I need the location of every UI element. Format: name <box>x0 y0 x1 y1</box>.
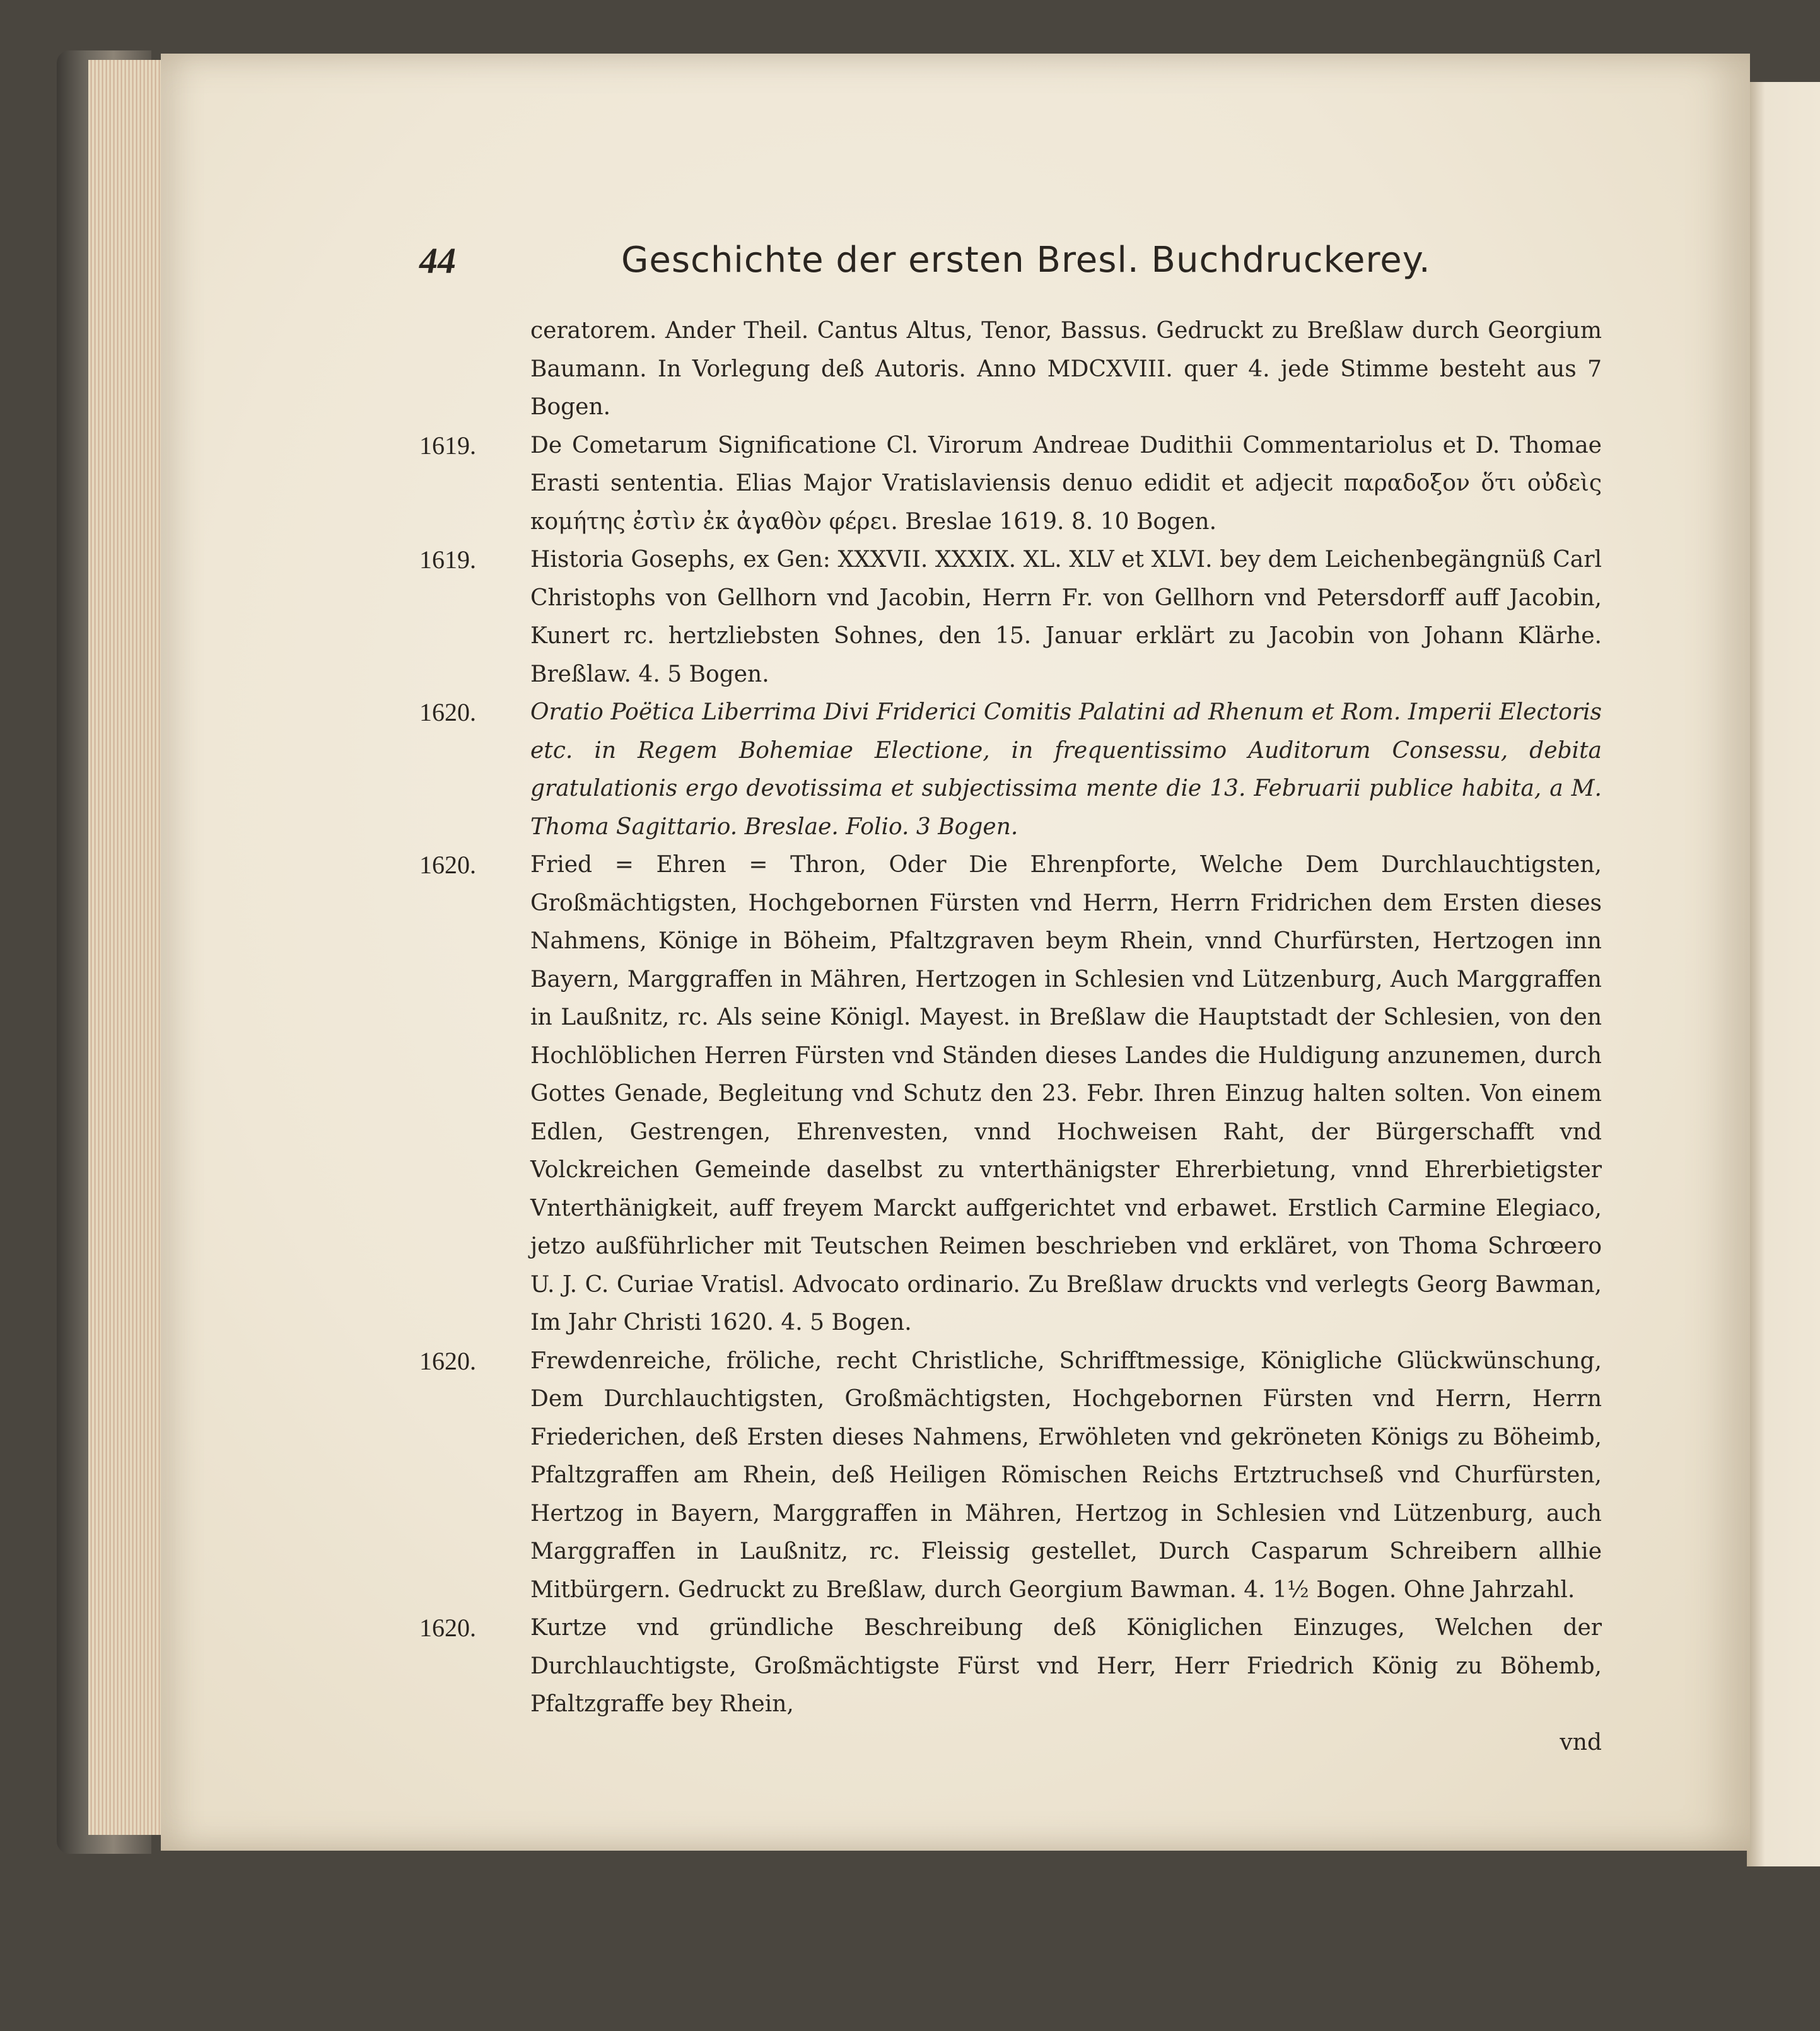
bibliography-entry <box>419 427 1602 542</box>
facing-page-edge <box>1747 82 1820 1866</box>
page-edges <box>88 60 170 1835</box>
entry-text: Frewdenreiche, fröliche, recht Christliche, Schrifftmessige, Königliche Glückwünschung, Dem Durchlauchtigsten, Großmächtigsten, Hochgebornen Fürsten vnd Herrn, Herrn Friederichen, deß Ersten dieses Nahmens, Erwöhleten vnd gekröneten Königs zu Böheimb, Pfaltzgraffen am Rhein, deß Heiligen Römischen Reichs Ertztruchseß vnd Churfürsten, Hertzog in Bayern, Marggraffen in Mähren, Hertzog in Schlesien vnd Lützenburg, auch Marggraffen in Laußnitz, rc. Fleissig gestellet, Durch Casparum Schreibern allhie Mitbürgern. Gedruckt zu Breßlaw, durch Georgium Bawman. 4. 1½ Bogen. Ohne Jahrzahl. <box>530 1347 1602 1603</box>
entry-year: 1619. <box>419 431 476 460</box>
bibliography-list <box>419 312 1602 1762</box>
entry-year: 1619. <box>419 545 476 574</box>
bibliography-entry <box>419 1609 1602 1724</box>
entry-text: Oratio Poëtica Liberrima Divi Friderici Comitis Palatini ad Rhenum et Rom. Imperii Electoris etc. in Regem Bohemiae Electione, in frequentissimo Auditorum Consessu, debita gratulationis ergo devotissima et subjectissima mente die 13. Februarii publice habita, a M. Thoma Sagittario. Breslae. Folio. 3 Bogen. <box>530 699 1602 840</box>
page-header <box>419 240 1491 303</box>
entry-text: Fried = Ehren = Thron, Oder Die Ehrenpforte, Welche Dem Durchlauchtigsten, Großmächtigsten, Hochgebornen Fürsten vnd Herrn, Herrn Fridrichen dem Ersten dieses Nahmens, Könige in Böheim, Pfaltzgraven beym Rhein, vnnd Churfürsten, Hertzogen inn Bayern, Marggraffen in Mähren, Hertzogen in Schlesien vnd Lützenburg, Auch Marggraffen in Laußnitz, rc. Als seine Königl. Mayest. in Breßlaw die Hauptstadt der Schlesien, von den Hochlöblichen Herren Fürsten vnd Ständen dieses Landes die Huldigung anzunemen, durch Gottes Genade, Begleitung vnd Schutz den 23. Febr. Ihren Einzug halten solten. Von einem Edlen, Gestrengen, Ehrenvesten, vnnd Hochweisen Raht, der Bürgerschafft vnd Volckreichen Gemeinde daselbst zu vnterthänigster Ehrerbietung, vnnd Ehrerbietigster Vnterthänigkeit, auff freyem Marckt auffgerichtet vnd erbawet. Erstlich Carmine Elegiaco, jetzo außführlicher mit Teutschen Reimen beschrieben vnd erkläret, von Thoma Schrœero U. J. C. Curiae Vratisl. Advocato ordinario. Zu Breßlaw druckts vnd verlegts Georg Bawman, Im Jahr Christi 1620. 4. 5 Bogen. <box>530 852 1602 1336</box>
page-number: 44 <box>419 240 456 281</box>
entry-year: 1620. <box>419 851 476 879</box>
bibliography-entry <box>419 694 1602 846</box>
bibliography-entry <box>419 541 1602 694</box>
continuation-paragraph: ceratorem. Ander Theil. Cantus Altus, Tenor, Bassus. Gedruckt zu Breßlaw durch Georgium Baumann. In Vorlegung deß Autoris. Anno MDCXVIII. quer 4. jede Stimme besteht aus 7 Bogen. <box>530 318 1602 420</box>
entry-text: Historia Gosephs, ex Gen: XXXVII. XXXIX. XL. XLV et XLVI. bey dem Leichenbegängnüß Carl Christophs von Gellhorn vnd Jacobin, Herrn Fr. von Gellhorn vnd Petersdorff auff Jacobin, Kunert rc. hertzliebsten Sohnes, den 15. Januar erklärt zu Jacobin von Johann Klärhe. Breßlaw. 4. 5 Bogen. <box>530 547 1602 687</box>
entry-year: 1620. <box>419 1614 476 1642</box>
entry-text: Kurtze vnd gründliche Beschreibung deß Königlichen Einzuges, Welchen der Durchlauchtigste, Großmächtigste Fürst vnd Herr, Herr Friedrich König zu Böhemb, Pfaltzgraffe bey Rhein, <box>530 1615 1602 1717</box>
running-title: Geschichte der ersten Bresl. Buchdruckerey. <box>621 240 1431 281</box>
entry-year: 1620. <box>419 1346 476 1375</box>
entry-text: De Cometarum Significatione Cl. Virorum Andreae Dudithii Commentariolus et D. Thomae Erasti sententia. Elias Major Vratislaviensis denuo edidit et adjecit παραδοξον ὅτι οὐδεὶς κομήτης ἐστὶν ἐκ ἀγαθὸν φέρει. Breslae 1619. 8. 10 Bogen. <box>530 432 1602 535</box>
catchword: vnd <box>1560 1729 1602 1755</box>
bibliography-entry <box>419 1342 1602 1610</box>
bibliography-entry <box>419 846 1602 1342</box>
entry-year: 1620. <box>419 698 476 726</box>
